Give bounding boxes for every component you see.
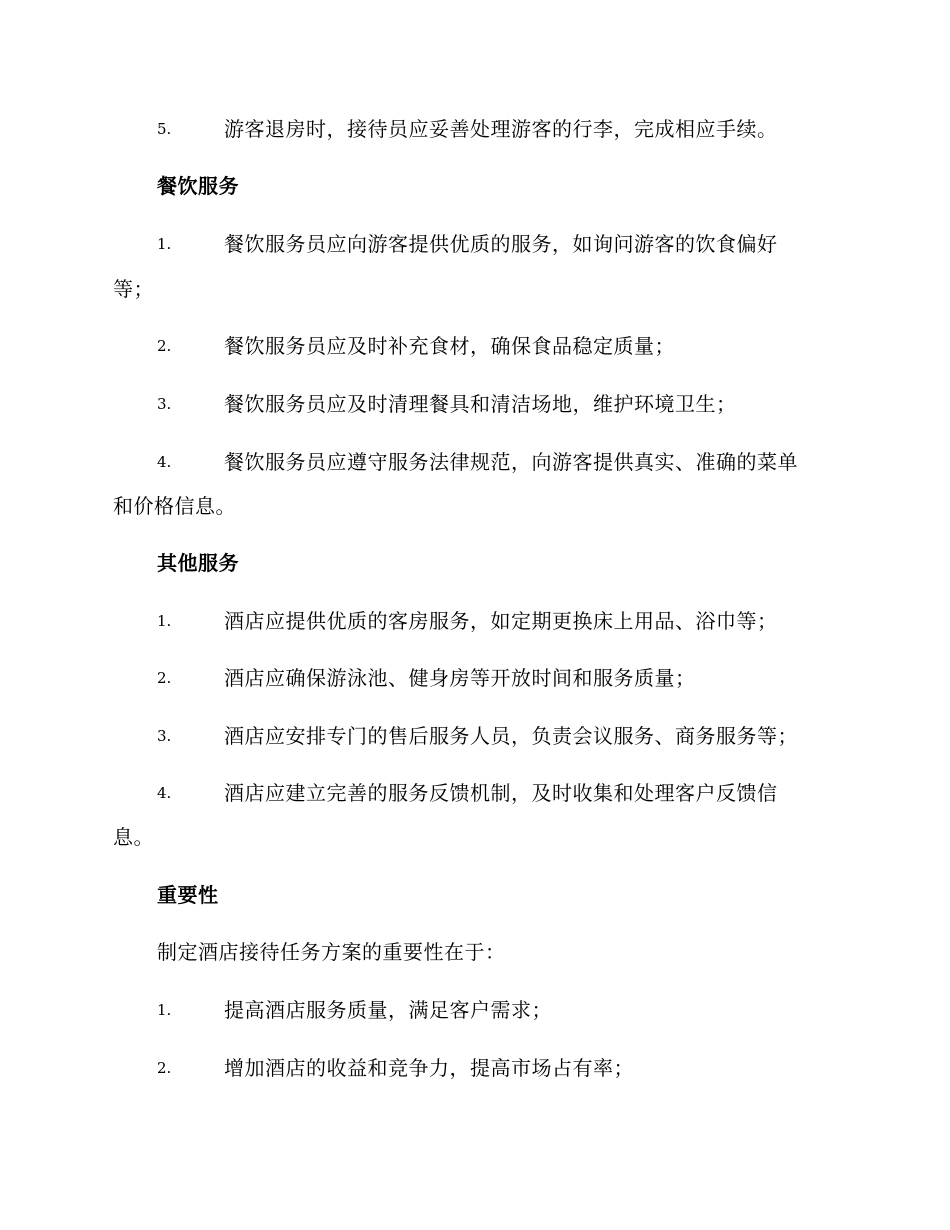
- paragraph-intro: 制定酒店接待任务方案的重要性在于：: [157, 940, 506, 964]
- section-heading-other: 其他服务: [157, 551, 239, 575]
- list-item-text: 餐饮服务员应及时清理餐具和清洁场地，维护环境卫生；: [224, 392, 737, 416]
- list-item-text: 增加酒店的收益和竞争力，提高市场占有率；: [224, 1056, 634, 1080]
- list-item-text: 酒店应提供优质的客房服务，如定期更换床上用品、浴巾等；: [224, 609, 778, 633]
- list-item-text: 提高酒店服务质量，满足客户需求；: [224, 998, 552, 1022]
- list-number: 3.: [157, 395, 172, 413]
- list-item-text-continuation: 等；: [113, 277, 154, 301]
- list-item-text: 酒店应建立完善的服务反馈机制，及时收集和处理客户反馈信: [224, 781, 778, 805]
- section-heading-importance: 重要性: [157, 883, 219, 907]
- list-item-text: 餐饮服务员应向游客提供优质的服务，如询问游客的饮食偏好: [224, 232, 778, 256]
- list-number: 4.: [157, 784, 172, 802]
- section-heading-catering: 餐饮服务: [157, 174, 239, 198]
- list-item-text-continuation: 息。: [113, 825, 154, 849]
- list-number: 2.: [157, 1059, 172, 1077]
- list-item-text: 酒店应安排专门的售后服务人员，负责会议服务、商务服务等；: [224, 724, 798, 748]
- list-item-text: 餐饮服务员应遵守服务法律规范，向游客提供真实、准确的菜单: [224, 450, 798, 474]
- list-number: 5.: [157, 120, 172, 138]
- list-number: 2.: [157, 669, 172, 687]
- list-item-text: 游客退房时，接待员应妥善处理游客的行李，完成相应手续。: [224, 117, 778, 141]
- list-number: 4.: [157, 453, 172, 471]
- list-number: 1.: [157, 1001, 172, 1019]
- list-number: 3.: [157, 727, 172, 745]
- list-item-text: 酒店应确保游泳池、健身房等开放时间和服务质量；: [224, 666, 696, 690]
- list-number: 1.: [157, 612, 172, 630]
- list-item-text-continuation: 和价格信息。: [113, 494, 236, 518]
- list-item-text: 餐饮服务员应及时补充食材，确保食品稳定质量；: [224, 334, 675, 358]
- list-number: 1.: [157, 235, 172, 253]
- list-number: 2.: [157, 337, 172, 355]
